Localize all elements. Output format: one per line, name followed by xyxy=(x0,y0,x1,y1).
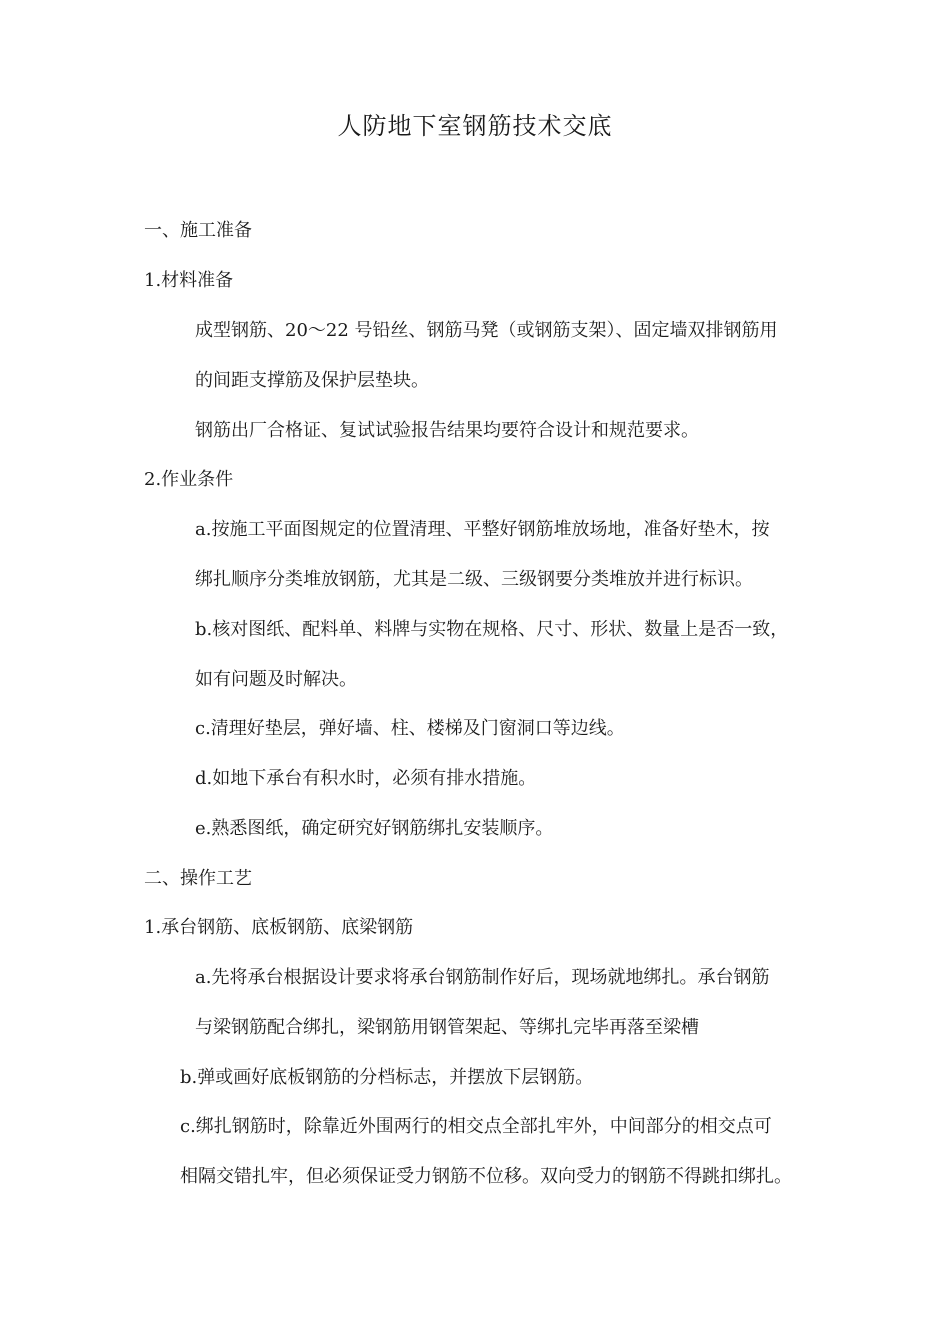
paragraph-line: c.绑扎钢筋时，除靠近外围两行的相交点全部扎牢外，中间部分的相交点可 xyxy=(180,1116,772,1137)
paragraph-line: 钢筋出厂合格证、复试试验报告结果均要符合设计和规范要求。 xyxy=(195,420,699,441)
paragraph-line: c.清理好垫层，弹好墙、柱、楼梯及门窗洞口等边线。 xyxy=(195,718,625,739)
paragraph-line: 绑扎顺序分类堆放钢筋，尤其是二级、三级钢要分类堆放并进行标识。 xyxy=(195,569,753,590)
paragraph-line: d.如地下承台有积水时，必须有排水措施。 xyxy=(195,768,537,789)
paragraph-line: 的间距支撑筋及保护层垫块。 xyxy=(195,370,429,391)
paragraph-line: b.核对图纸、配料单、料牌与实物在规格、尺寸、形状、数量上是否一致， xyxy=(195,619,789,640)
paragraph-line: a.按施工平面图规定的位置清理、平整好钢筋堆放场地，准备好垫木，按 xyxy=(195,519,770,540)
paragraph-line: 相隔交错扎牢，但必须保证受力钢筋不位移。双向受力的钢筋不得跳扣绑扎。 xyxy=(180,1166,792,1187)
paragraph-line: e.熟悉图纸，确定研究好钢筋绑扎安装顺序。 xyxy=(195,818,554,839)
paragraph-line: 成型钢筋、20～22 号铅丝、钢筋马凳（或钢筋支架）、固定墙双排钢筋用 xyxy=(195,320,778,341)
paragraph-line: 如有问题及时解决。 xyxy=(195,669,357,690)
paragraph-line: a.先将承台根据设计要求将承台钢筋制作好后，现场就地绑扎。承台钢筋 xyxy=(195,967,770,988)
subsection-heading-conditions: 2.作业条件 xyxy=(144,469,234,490)
paragraph-line: 与梁钢筋配合绑扎，梁钢筋用钢管架起、等绑扎完毕再落至梁槽 xyxy=(195,1017,699,1038)
subsection-heading-materials: 1.材料准备 xyxy=(144,270,234,291)
subsection-heading-rebar: 1.承台钢筋、底板钢筋、底梁钢筋 xyxy=(144,917,414,938)
section-heading-process: 二、操作工艺 xyxy=(144,868,252,889)
section-heading-preparation: 一、施工准备 xyxy=(144,220,252,241)
paragraph-line: b.弹或画好底板钢筋的分档标志，并摆放下层钢筋。 xyxy=(180,1067,594,1088)
document-title: 人防地下室钢筋技术交底 xyxy=(337,112,613,140)
